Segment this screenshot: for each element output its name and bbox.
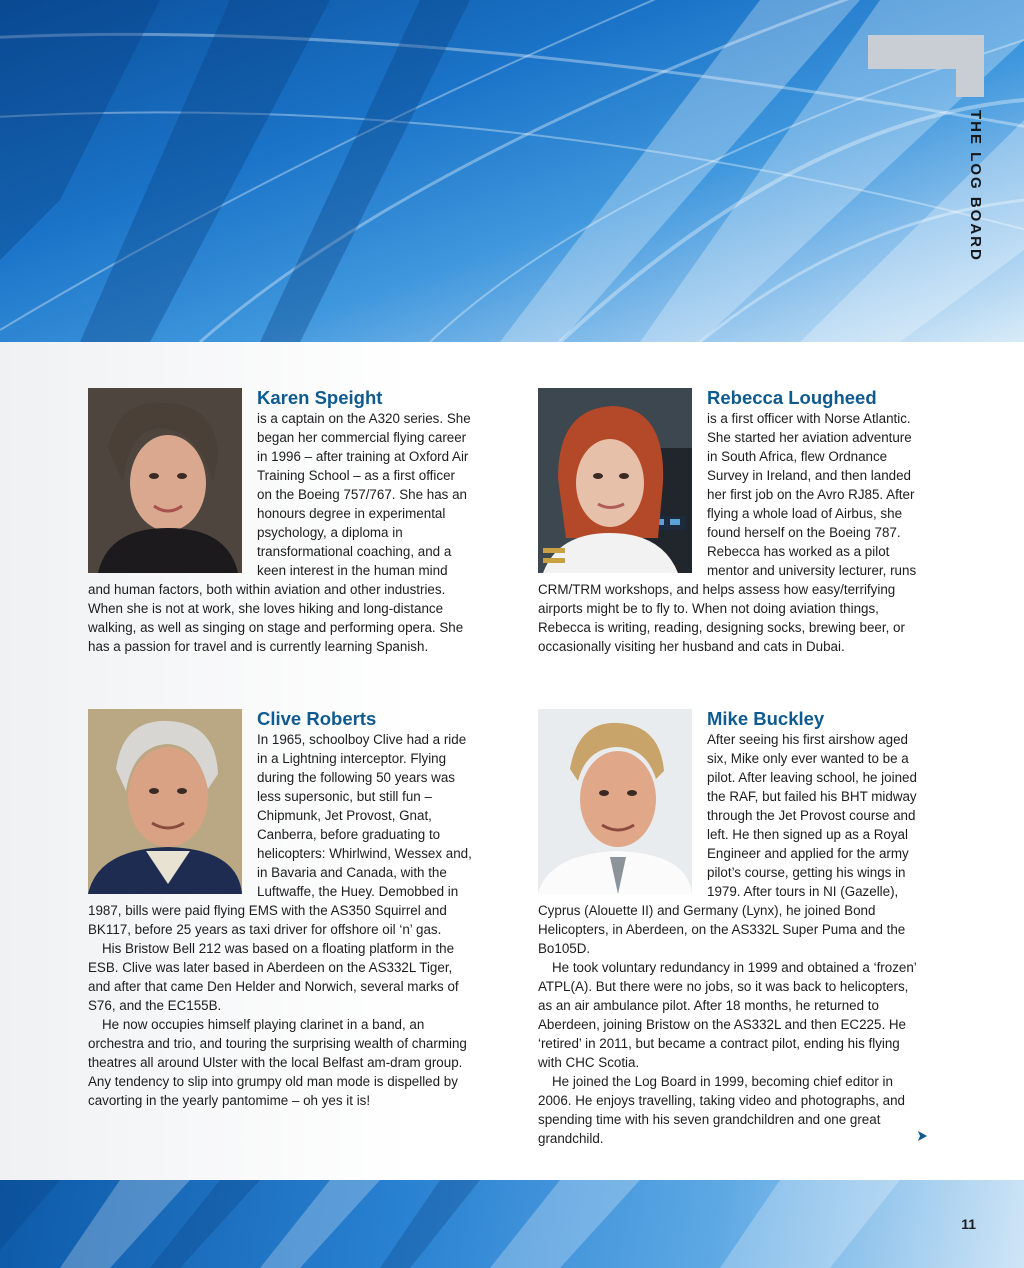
profile-bio: He took voluntary redundancy in 1999 and obtained a ‘frozen’ ATPL(A). But there were no jobs, so it was back to helicopters, as an air ambulance pilot. After 18 months, he returned to Aberdeen, joining Bristow on the AS332L and then EC225. He ‘retired’ in 2011, but became a contract pilot, ending his flying with CHC Scotia.	[538, 960, 917, 1070]
profile-karen-speight	[88, 388, 473, 656]
profile-bio: After seeing his first airshow aged six, Mike only ever wanted to be a pilot. After leaving school, he joined the RAF, but failed his BHT midway through the Jet Provost course and left. He then signed up as a Royal Engineer and applied for the army pilot’s course, getting his wings in 1979. After tours in NI (Gazelle), Cyprus (Alouette II) and Germany (Lynx), he joined Bond Helicopters, in Aberdeen, on the AS332L Super Puma and the Bo105D.	[538, 732, 917, 956]
portrait-photo	[88, 388, 242, 573]
profile-bio: His Bristow Bell 212 was based on a floating platform in the ESB. Clive was later based in Aberdeen on the AS332L Tiger, and after that came Den Helder and Norwich, several marks of S76, and the EC155B.	[88, 941, 459, 1013]
portrait-photo	[538, 709, 692, 894]
profile-bio: He joined the Log Board in 1999, becoming chief editor in 2006. He enjoys travelling, taking video and photographs, and spending time with his seven grandchildren and one great grandchild.	[538, 1074, 906, 1146]
profile-name: Clive Roberts	[257, 708, 377, 729]
page-number: 11	[961, 1216, 976, 1232]
profile-clive-roberts	[88, 709, 473, 1110]
header-banner	[0, 0, 1024, 342]
profile-name: Rebecca Lougheed	[707, 387, 877, 408]
profile-bio: is a captain on the A320 series. She began her commercial flying career in 1996 – after training at Oxford Air Training School – as a first officer on the Boeing 757/767. She has an honours degree in experimental psychology, a diploma in transformational coaching, and a keen interest in the human mind and human factors, both within aviation and other industries. When she is not at work, she loves hiking and long-distance walking, as well as singing on stage and performing opera. She has a passion for travel and is currently learning Spanish.	[88, 411, 471, 654]
portrait-photo	[88, 709, 242, 894]
profile-mike-buckley	[538, 709, 923, 1148]
portrait-photo	[538, 388, 692, 573]
section-label: THE LOG BOARD	[967, 110, 984, 262]
profile-bio: In 1965, schoolboy Clive had a ride in a Lightning interceptor. Flying during the following 50 years was less supersonic, but still fun – Chipmunk, Jet Provost, Gnat, Canberra, before graduating to helicopters: Whirlwind, Wessex and, in Bavaria and Canada, with the Luftwaffe, the Huey. Demobbed in 1987, bills were paid flying EMS with the AS350 Squirrel and BK117, before 25 years as taxi driver for offshore oil ‘n’ gas.	[88, 732, 472, 937]
continue-arrow-icon	[916, 1130, 928, 1142]
profile-bio: He now occupies himself playing clarinet in a band, an orchestra and trio, and touring the surprising wealth of charming theatres all around Ulster with the local Belfast am-dram group. Any tendency to slip into grumpy old man mode is dispelled by cavorting in the yearly pantomime – oh yes it is!	[88, 1017, 467, 1108]
profile-name: Karen Speight	[257, 387, 383, 408]
profile-rebecca-lougheed	[538, 388, 923, 656]
profile-name: Mike Buckley	[707, 708, 825, 729]
profile-bio: is a first officer with Norse Atlantic. She started her aviation adventure in South Africa, flew Ordnance Survey in Ireland, and then landed her first job on the Avro RJ85. After flying a whole load of Airbus, she found herself on the Boeing 787. Rebecca has worked as a pilot mentor and university lecturer, runs CRM/TRM workshops, and helps assess how easy/terrifying airports might be to fly to. When not doing aviation things, Rebecca is writing, reading, designing socks, brewing beer, or occasionally visiting her husband and cats in Dubai.	[538, 411, 917, 654]
footer-banner	[0, 1180, 1024, 1268]
footer-stripes-graphic	[0, 1180, 1024, 1268]
section-tab-graphic	[868, 35, 984, 97]
